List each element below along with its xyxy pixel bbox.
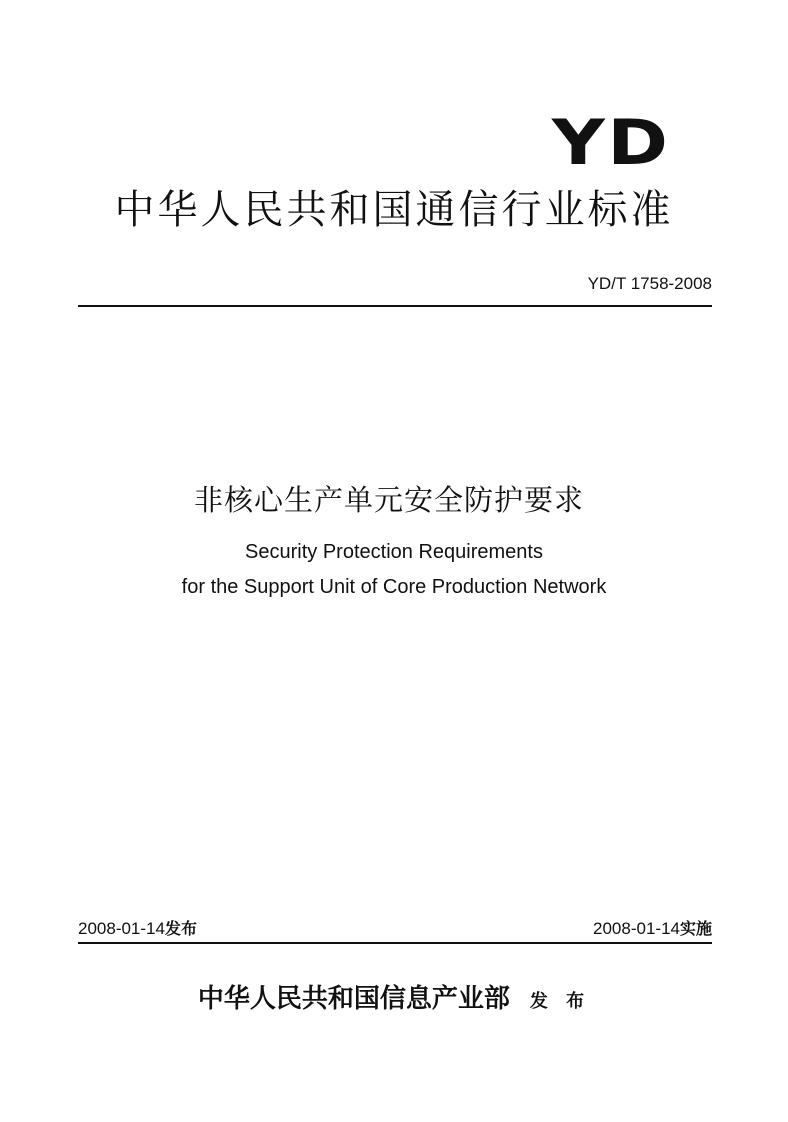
standard-code: YD/T 1758-2008	[587, 274, 712, 293]
implement-label: 实施	[679, 919, 712, 938]
yd-logo: YD	[551, 106, 670, 179]
publisher-name: 中华人民共和国信息产业部	[197, 984, 510, 1014]
issue-date: 2008-01-14	[78, 919, 165, 938]
issue-date-block	[78, 916, 197, 939]
document-title-english-line2: for the Support Unit of Core Production Network	[181, 576, 607, 598]
document-title-chinese: 非核心生产单元安全防护要求	[193, 483, 584, 517]
document-title-english-line1: Security Protection Requirements	[245, 541, 543, 563]
publish-verb: 发 布	[529, 991, 591, 1012]
org-standard-title: 中华人民共和国通信行业标准	[114, 187, 674, 233]
issue-label: 发布	[164, 919, 197, 938]
publisher-block	[0, 978, 788, 1015]
bottom-divider	[78, 942, 712, 944]
implement-date: 2008-01-14	[593, 919, 680, 938]
implement-date-block	[593, 916, 712, 939]
top-divider	[78, 305, 712, 307]
